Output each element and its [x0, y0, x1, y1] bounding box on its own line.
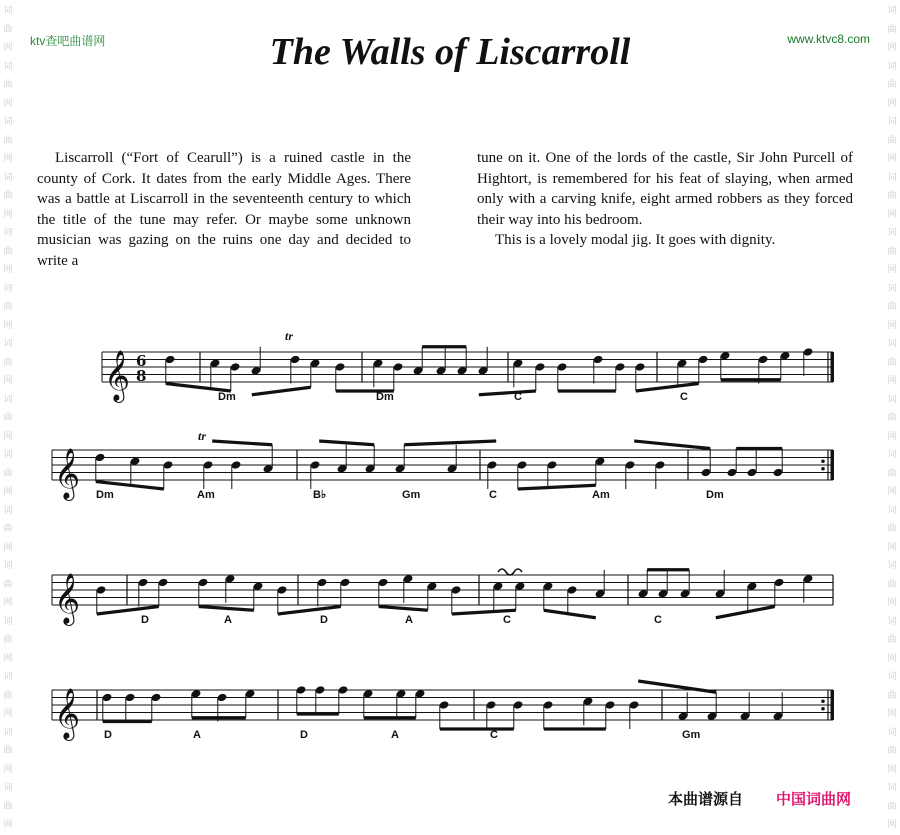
side-watermark-char: 曲 — [887, 246, 897, 257]
chord-symbol: D — [320, 614, 328, 626]
side-watermark-char: 网 — [887, 764, 897, 775]
chord-symbol: C — [514, 391, 522, 403]
barline-thick — [831, 352, 835, 382]
side-watermark-char: 网 — [3, 653, 13, 664]
side-watermark-char: 网 — [3, 431, 13, 442]
trill-mark: tr — [285, 329, 294, 343]
chord-symbol: C — [503, 614, 511, 626]
note-beam — [636, 384, 699, 392]
side-watermark-char: 曲 — [3, 302, 13, 312]
note-beam — [404, 441, 496, 445]
side-watermark-char: 曲 — [3, 635, 13, 645]
side-watermark-char: 曲 — [3, 357, 13, 368]
chord-symbol: D — [300, 729, 308, 741]
side-watermark-char: 曲 — [887, 468, 897, 479]
side-watermark-char: 词 — [3, 727, 13, 738]
credit-site: 中国词曲网 — [776, 790, 852, 808]
side-watermark-char: 网 — [3, 209, 13, 220]
side-watermark-char: 词 — [887, 172, 897, 183]
chord-symbol: Dm — [706, 489, 724, 501]
side-watermark-char: 曲 — [3, 579, 13, 590]
note-beam — [166, 384, 231, 392]
page-title: The Walls of Liscarroll — [269, 31, 631, 73]
side-watermark-char: 曲 — [3, 746, 13, 756]
side-watermark-char: 曲 — [887, 690, 897, 701]
note-beam — [278, 607, 341, 615]
side-watermark-char: 词 — [3, 450, 13, 460]
description-paragraph-1-continued: tune on it. One of the lords of the castle, Sir John Purcell of Hightort, is remembered for his feat of slaying, when armed only with a carving knife, eight armed robbers as they forced their way into his bedroom. — [477, 150, 853, 228]
side-watermark-char: 曲 — [3, 801, 13, 812]
side-watermark-char: 词 — [3, 339, 13, 349]
note-beam — [544, 610, 596, 618]
treble-clef-icon: 𝄞 — [104, 350, 131, 401]
repeat-dot — [821, 707, 825, 711]
side-watermark-char: 网 — [887, 209, 897, 220]
side-watermark-char: 网 — [3, 764, 13, 775]
chord-symbol: Gm — [402, 489, 421, 501]
chord-symbol: Am — [592, 489, 610, 501]
side-watermark-char: 网 — [3, 320, 13, 331]
side-watermark-char: 曲 — [887, 302, 897, 312]
time-signature-bottom: 8 — [136, 367, 147, 385]
side-watermark-char: 词 — [887, 339, 897, 349]
side-watermark-char: 网 — [887, 98, 897, 109]
chord-symbol: B♭ — [313, 489, 327, 501]
note-beam — [634, 441, 710, 449]
side-watermark-char: 曲 — [887, 80, 897, 90]
trill-mark: tr — [198, 429, 207, 443]
side-watermark-char: 词 — [3, 117, 13, 127]
side-watermark-char: 网 — [3, 43, 13, 53]
chord-symbol: A — [193, 729, 201, 741]
side-watermark-char: 词 — [887, 450, 897, 460]
side-watermark-char: 曲 — [887, 635, 897, 645]
side-watermark-char: 网 — [887, 376, 897, 386]
side-watermark-char: 网 — [887, 265, 897, 275]
chord-symbol: A — [405, 614, 413, 626]
side-watermark-char: 词 — [887, 672, 897, 682]
repeat-dot — [821, 699, 825, 703]
side-watermark-char: 网 — [887, 820, 897, 830]
chord-symbol: Dm — [376, 391, 394, 403]
chord-symbol: A — [391, 729, 399, 741]
side-watermark-char: 曲 — [3, 246, 13, 257]
note-beam — [96, 482, 164, 490]
chord-symbol: D — [104, 729, 112, 741]
barline-thick — [831, 450, 835, 480]
chord-symbol: Gm — [682, 729, 701, 741]
note-beam — [479, 391, 536, 395]
side-watermark-char: 词 — [887, 283, 897, 294]
side-watermark-char: 词 — [3, 172, 13, 183]
side-watermark-char: 曲 — [3, 468, 13, 479]
treble-clef-icon: 𝄞 — [54, 573, 81, 624]
side-watermark-char: 曲 — [887, 413, 897, 423]
side-watermark-char: 网 — [887, 487, 897, 497]
note-beam — [199, 607, 254, 611]
note-beam — [716, 607, 775, 618]
side-watermark-char: 词 — [887, 117, 897, 127]
note-beam — [319, 441, 374, 445]
side-watermark-char: 词 — [887, 616, 897, 627]
side-watermark-char: 曲 — [3, 191, 13, 201]
side-watermark-char: 词 — [887, 783, 897, 793]
side-watermark-char: 词 — [3, 6, 13, 16]
chord-symbol: C — [680, 391, 688, 403]
time-signature-top: 6 — [136, 352, 147, 370]
watermark-right: www.ktvc8.com — [787, 32, 870, 46]
side-watermark-char: 词 — [3, 672, 13, 682]
note-beam — [97, 607, 159, 615]
repeat-dot — [821, 467, 825, 471]
side-watermark-char: 词 — [3, 783, 13, 793]
side-watermark-char: 曲 — [3, 690, 13, 701]
side-watermark-char: 词 — [3, 228, 13, 238]
chord-symbol: Am — [197, 489, 215, 501]
chord-symbol: C — [654, 614, 662, 626]
side-watermark-char: 曲 — [3, 524, 13, 534]
description-paragraph-2: This is a lovely modal jig. It goes with dignity. — [495, 232, 776, 248]
treble-clef-icon: 𝄞 — [54, 448, 81, 499]
side-watermark-char: 网 — [887, 709, 897, 719]
side-watermark-char: 曲 — [3, 80, 13, 90]
note-beam — [379, 607, 428, 611]
side-watermark-char: 词 — [3, 561, 13, 571]
side-watermark-char: 网 — [887, 154, 897, 164]
chord-symbol: C — [489, 489, 497, 501]
treble-clef-icon: 𝄞 — [54, 688, 81, 739]
side-watermark-char: 曲 — [3, 135, 13, 146]
side-watermark-char: 网 — [3, 376, 13, 386]
side-watermark-char: 词 — [887, 727, 897, 738]
side-watermark-char: 网 — [887, 598, 897, 608]
side-watermark-char: 词 — [3, 283, 13, 294]
note-beam — [212, 441, 272, 445]
side-watermark-char: 网 — [887, 43, 897, 53]
side-watermark-char: 词 — [887, 61, 897, 72]
side-watermark-char: 词 — [887, 228, 897, 238]
side-watermark-char: 词 — [3, 394, 13, 405]
side-watermark-char: 网 — [3, 265, 13, 275]
side-watermark-char: 词 — [887, 561, 897, 571]
note-beam — [518, 485, 596, 489]
note-beam — [252, 387, 311, 395]
side-watermark-char: 曲 — [887, 524, 897, 534]
barline-thick — [831, 690, 835, 720]
side-watermark-char: 曲 — [887, 135, 897, 146]
chord-symbol: A — [224, 614, 232, 626]
side-watermark-char: 网 — [887, 320, 897, 331]
side-watermark-char: 网 — [3, 709, 13, 719]
side-watermark-char: 曲 — [887, 191, 897, 201]
side-watermark-char: 网 — [3, 542, 13, 553]
side-watermark-char: 网 — [887, 653, 897, 664]
side-watermark-char: 网 — [887, 542, 897, 553]
chord-symbol: D — [141, 614, 149, 626]
repeat-dot — [821, 459, 825, 463]
credit-prefix: 本曲谱源自 — [668, 790, 744, 808]
side-watermark-char: 曲 — [887, 24, 897, 35]
side-watermark-char: 网 — [3, 820, 13, 830]
side-watermark-char: 曲 — [887, 801, 897, 812]
chord-symbol: Dm — [96, 489, 114, 501]
side-watermark-char: 词 — [887, 394, 897, 405]
roll-ornament-icon — [498, 569, 522, 575]
side-watermark-char: 曲 — [887, 357, 897, 368]
side-watermark-char: 网 — [3, 598, 13, 608]
side-watermark-char: 曲 — [3, 24, 13, 35]
side-watermark-char: 曲 — [887, 579, 897, 590]
side-watermark-char: 词 — [887, 505, 897, 516]
side-watermark-char: 网 — [3, 154, 13, 164]
side-watermark-char: 曲 — [3, 413, 13, 423]
description-paragraph-1: Liscarroll (“Fort of Cearull”) is a ruined castle in the county of Cork. It dates from the early Middle Ages. There was a battle at Liscarroll in the seventeenth century to which the title of the tune may refer. Or maybe some unknown musician was gazing on the ruins one day and decided to write a — [37, 150, 411, 269]
note-beam — [638, 681, 716, 692]
side-watermark-char: 网 — [887, 431, 897, 442]
side-watermark-char: 曲 — [887, 746, 897, 756]
chord-symbol: C — [490, 729, 498, 741]
watermark-left: ktv查吧曲谱网 — [30, 34, 106, 48]
side-watermark-char: 词 — [887, 6, 897, 16]
side-watermark-char: 词 — [3, 616, 13, 627]
side-watermark-char: 网 — [3, 98, 13, 109]
chord-symbol: Dm — [218, 391, 236, 403]
side-watermark-char: 词 — [3, 505, 13, 516]
side-watermark-char: 网 — [3, 487, 13, 497]
side-watermark-char: 词 — [3, 61, 13, 72]
